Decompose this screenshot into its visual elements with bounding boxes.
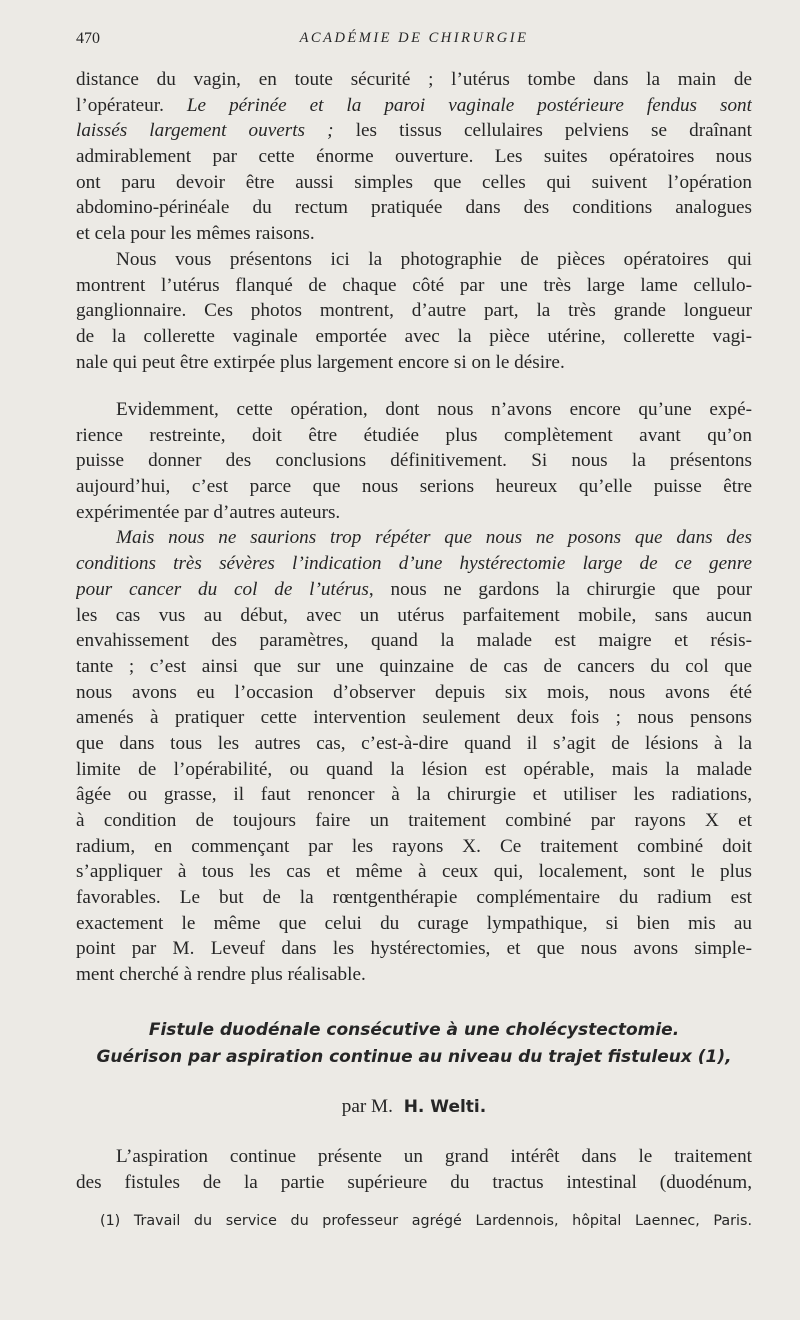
byline-author: H. Welti.: [403, 1097, 487, 1117]
article-title-line: Fistule duodénale consécutive à une cholécystectomie.: [148, 1020, 680, 1040]
text-line: des fistules de la partie supérieure du tractus intestinal (duodénum,: [76, 1171, 752, 1193]
text-line: ment cherché à rendre plus réalisable.: [76, 964, 366, 986]
running-title: ACADÉMIE DE CHIRURGIE: [299, 30, 529, 46]
text-line: limite de l’opérabilité, ou quand la lésion est opérable, mais la malade: [76, 758, 752, 780]
text-line: admirablement par cette énorme ouverture. Les suites opératoires nous: [76, 146, 752, 168]
text-line: à condition de toujours faire un traitement combiné par rayons X et: [76, 810, 752, 831]
text-line: expérimentée par d’autres auteurs.: [76, 501, 341, 523]
text-line: point par M. Leveuf dans les hystérectomies, et que nous avons simple-: [76, 938, 752, 960]
text-line: que dans tous les autres cas, c’est-à-dire quand il s’agit de lésions à la: [76, 732, 752, 754]
text-line: Mais nous ne saurions trop répéter que nous ne posons que dans des: [116, 527, 752, 549]
text-line: nale qui peut être extirpée plus largement encore si on le désire.: [76, 351, 565, 373]
article-byline: [76, 1096, 752, 1118]
text-line: favorables. Le but de la rœntgenthérapie complémentaire du radium est: [76, 887, 752, 909]
text-line: abdomino-périnéale du rectum pratiquée dans des conditions analogues: [76, 197, 752, 219]
text-line: pour cancer du col de l’utérus, nous ne gardons la chirurgie que pour: [76, 578, 752, 600]
text-line: amenés à pratiquer cette intervention seulement deux fois ; nous pensons: [76, 707, 752, 729]
text-line: envahissement des paramètres, quand la malade est maigre et résis-: [76, 630, 752, 652]
text-line: de la collerette vaginale emportée avec la pièce utérine, collerette vagi-: [76, 325, 752, 347]
paragraph-block-1: [76, 67, 752, 375]
text-line: l’opérateur. Le périnée et la paroi vaginale postérieure fendus sont: [76, 94, 752, 116]
text-line: radium, en commençant par les rayons X. Ce traitement combiné doit: [76, 835, 752, 857]
text-line: ont paru devoir être aussi simples que celles qui suivent l’opération: [76, 171, 752, 193]
text-line: montrent l’utérus flanqué de chaque côté par une très large lame cellulo-: [76, 274, 752, 296]
footnote: (1) Travail du service du professeur agrégé Lardennois, hôpital Laennec, Paris.: [100, 1213, 752, 1229]
text-line: tante ; c’est ainsi que sur une quinzaine de cas de cancers du col que: [76, 655, 752, 677]
text-line: ganglionnaire. Ces photos montrent, d’autre part, la très grande longueur: [76, 300, 752, 322]
text-line: et cela pour les mêmes raisons.: [76, 223, 315, 245]
article-title-line: Guérison par aspiration continue au niveau du trajet fistuleux (1),: [96, 1047, 732, 1067]
text-line: Evidemment, cette opération, dont nous n’avons encore qu’une expé-: [116, 399, 752, 420]
text-line: nous avons eu l’occasion d’observer depuis six mois, nous avons été: [76, 681, 752, 703]
paragraph-block-2: [76, 397, 752, 988]
page-number: 470: [76, 30, 100, 47]
text-line: exactement le même que celui du curage lympathique, si bien mis au: [76, 912, 752, 934]
text-line: âgée ou grasse, il faut renoncer à la chirurgie et utiliser les radiations,: [76, 784, 752, 806]
paragraph-block-3: [76, 1144, 752, 1195]
text-line: laissés largement ouverts ; les tissus cellulaires pelviens se draînant: [76, 120, 752, 142]
text-line: puisse donner des conclusions définitivement. Si nous la présentons: [76, 450, 752, 472]
article-title: [76, 1017, 752, 1071]
text-line: rience restreinte, doit être étudiée plus complètement avant qu’on: [76, 424, 752, 446]
text-line: aujourd’hui, c’est parce que nous serions heureux qu’elle puisse être: [76, 476, 752, 498]
text-line: les cas vus au début, avec un utérus parfaitement mobile, sans aucun: [76, 604, 752, 626]
text-line: Nous vous présentons ici la photographie de pièces opératoires qui: [116, 248, 752, 270]
text-line: s’appliquer à tous les cas et même à ceux qui, localement, sont le plus: [76, 861, 752, 883]
text-line: conditions très sévères l’indication d’une hystérectomie large de ce genre: [76, 553, 752, 575]
page-header: [76, 30, 752, 52]
text-line: L’aspiration continue présente un grand intérêt dans le traitement: [116, 1146, 752, 1167]
byline-prefix: par M.: [341, 1096, 393, 1117]
text-line: distance du vagin, en toute sécurité ; l’utérus tombe dans la main de: [76, 69, 752, 90]
